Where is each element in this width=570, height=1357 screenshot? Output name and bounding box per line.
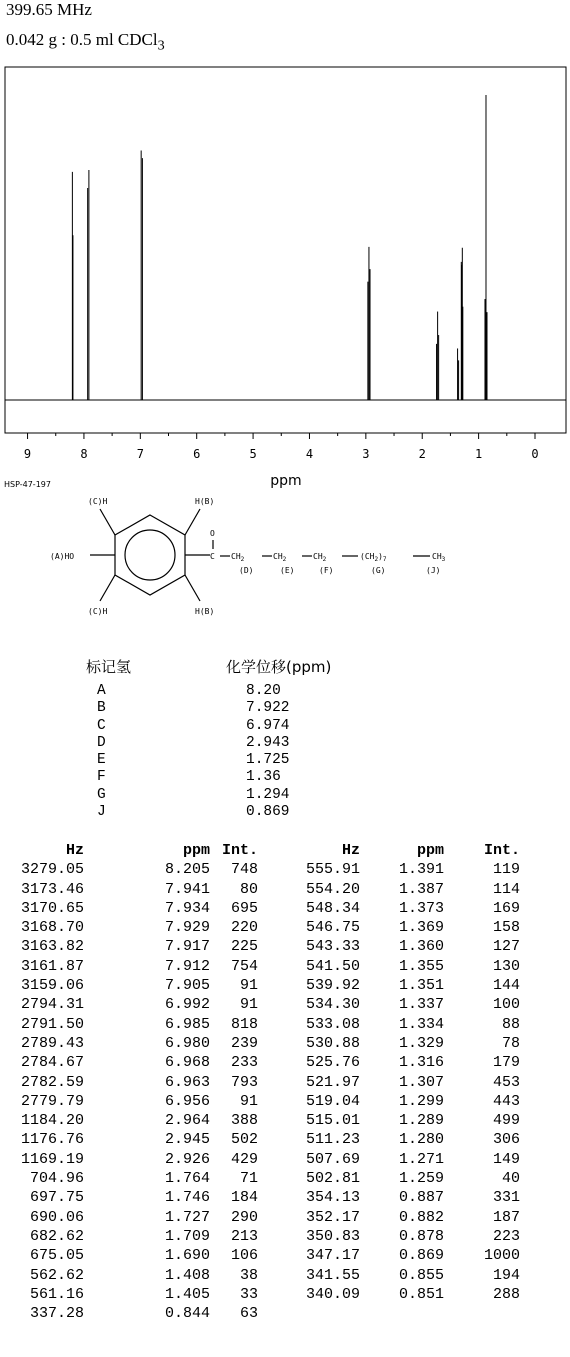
- peak-table-cell: 533.08: [305, 1015, 360, 1033]
- peak-table-cell: 306: [492, 1131, 520, 1149]
- peak-table-cell: 502.81: [305, 1170, 360, 1188]
- peak-table-row: [0, 1189, 570, 1208]
- tick-label-1: 1: [474, 447, 483, 461]
- peak-table-cell: 7.905: [164, 977, 210, 995]
- peak-table: [0, 842, 570, 1324]
- label-ch-c-top: (C)H: [88, 497, 108, 506]
- peak-table-cell: 114: [492, 880, 520, 898]
- peak-table-cell: 352.17: [305, 1208, 360, 1226]
- peak-table-cell: 525.76: [305, 1054, 360, 1072]
- peak-table-cell: 6.963: [164, 1073, 210, 1091]
- shift-row-value: 1.294: [246, 786, 290, 803]
- sample-subscript: 3: [157, 37, 165, 54]
- tick-label-7: 7: [136, 447, 144, 461]
- peak-table-cell: 149: [492, 1150, 520, 1168]
- spectrum-code: HSP-47-197: [4, 480, 51, 489]
- peak-table-row: [0, 1093, 570, 1112]
- peak-table-cell: 91: [239, 996, 258, 1014]
- peak-table-cell: 2784.67: [20, 1054, 84, 1072]
- peak-table-cell: 1184.20: [20, 1112, 84, 1130]
- peak-table-cell: 0.855: [398, 1266, 444, 1284]
- peak-table-row: [0, 1305, 570, 1324]
- peak-table-cell: 561.16: [29, 1285, 84, 1303]
- label-hb-bottom: H(B): [195, 607, 215, 616]
- peak-table-cell: 534.30: [305, 996, 360, 1014]
- peak-table-cell: 539.92: [305, 977, 360, 995]
- peak-table-cell: 71: [239, 1170, 258, 1188]
- peak-table-cell: 818: [230, 1015, 258, 1033]
- shift-row-label: A: [97, 683, 106, 699]
- peak-table-cell: 675.05: [29, 1247, 84, 1265]
- label-ch2-7-g: $(CH_2)_7$: [360, 552, 387, 563]
- shift-row-value: 6.974: [246, 717, 290, 734]
- peak-table-cell: 1169.19: [20, 1150, 84, 1168]
- label-aho: (A)HO: [50, 552, 75, 561]
- peak-table-cell: 7.929: [164, 919, 210, 937]
- peak-table-cell: 0.887: [398, 1189, 444, 1207]
- peak-table-cell: 682.62: [29, 1227, 84, 1245]
- shift-header-label: 标记氢: [86, 658, 132, 676]
- peak-table-cell: 0.844: [164, 1305, 210, 1323]
- peak-table-cell: 1.316: [398, 1054, 444, 1072]
- peak-table-cell: 91: [239, 1092, 258, 1110]
- peak-table-cell: 499: [492, 1112, 520, 1130]
- peak-table-cell: 704.96: [29, 1170, 84, 1188]
- peak-table-cell: 0.869: [398, 1247, 444, 1265]
- peak-table-cell: 2782.59: [20, 1073, 84, 1091]
- peak-table-cell: 100: [492, 996, 520, 1014]
- peak-table-cell: 530.88: [305, 1034, 360, 1052]
- peak-table-cell: 507.69: [305, 1150, 360, 1168]
- peak-table-header-cell: Int.: [483, 842, 520, 859]
- peak-table-cell: 453: [492, 1073, 520, 1091]
- peak-table-cell: 1.746: [164, 1189, 210, 1207]
- peak-table-cell: 697.75: [29, 1189, 84, 1207]
- peak-table-header-cell: Hz: [65, 842, 84, 859]
- label-hb-top: H(B): [195, 497, 215, 506]
- peak-table-cell: 1.360: [398, 938, 444, 956]
- peak-table-cell: 80: [239, 880, 258, 898]
- peak-table-cell: 354.13: [305, 1189, 360, 1207]
- peak-table-cell: 179: [492, 1054, 520, 1072]
- label-ch2-e: $CH_2$: [273, 552, 287, 563]
- spectrometer-frequency: 399.65 MHz: [6, 0, 92, 19]
- tick-label-6: 6: [193, 447, 201, 461]
- peak-table-row: [0, 1286, 570, 1305]
- peak-table-row: [0, 861, 570, 880]
- peak-table-row: [0, 977, 570, 996]
- peak-table-cell: 184: [230, 1189, 258, 1207]
- peak-table-cell: 40: [501, 1170, 520, 1188]
- shift-row-label: E: [97, 752, 106, 769]
- label-ch2-f: $CH_2$: [313, 552, 327, 563]
- peak-table-row: [0, 1112, 570, 1131]
- peak-table-cell: 288: [492, 1285, 520, 1303]
- peak-table-cell: 754: [230, 957, 258, 975]
- label-g: (G): [371, 566, 386, 575]
- peak-table-cell: 187: [492, 1208, 520, 1226]
- tick-label-4: 4: [305, 447, 314, 461]
- peak-table-cell: 2789.43: [20, 1034, 84, 1052]
- peak-table-cell: 3173.46: [20, 880, 84, 898]
- peak-table-cell: 3279.05: [20, 861, 84, 879]
- bond-ch-c-lower-left: [100, 575, 115, 601]
- tick-label-0: 0: [531, 447, 539, 461]
- shift-row-value: 0.869: [246, 804, 290, 821]
- peak-table-row: [0, 958, 570, 977]
- peak-table-cell: 1.289: [398, 1112, 444, 1130]
- peak-table-cell: 1.373: [398, 899, 444, 917]
- peak-table-cell: 6.992: [164, 996, 210, 1014]
- peak-table-cell: 2.926: [164, 1150, 210, 1168]
- label-ch-c-bottom: (C)H: [88, 607, 108, 616]
- peak-table-cell: 1.369: [398, 919, 444, 937]
- peak-table-row: [0, 1131, 570, 1150]
- peak-table-row: [0, 938, 570, 957]
- peak-table-cell: 3161.87: [20, 957, 84, 975]
- peak-table-cell: 1.709: [164, 1227, 210, 1245]
- peak-table-cell: 340.09: [305, 1285, 360, 1303]
- peak-table-cell: 2794.31: [20, 996, 84, 1014]
- peak-table-row: [0, 919, 570, 938]
- peak-table-cell: 2779.79: [20, 1092, 84, 1110]
- peak-table-row: [0, 1151, 570, 1170]
- peak-table-cell: 690.06: [29, 1208, 84, 1226]
- peak-table-cell: 0.878: [398, 1227, 444, 1245]
- label-ch3-j: $CH_3$: [432, 552, 446, 563]
- peak-table-cell: 63: [239, 1305, 258, 1323]
- tick-label-9: 9: [23, 447, 32, 461]
- peak-table-row: [0, 1035, 570, 1054]
- peak-table-cell: 3168.70: [20, 919, 84, 937]
- tick-label-3: 3: [362, 447, 370, 461]
- peak-table-cell: 554.20: [305, 880, 360, 898]
- peak-table-cell: 88: [501, 1015, 520, 1033]
- peak-table-cell: 3159.06: [20, 977, 84, 995]
- peak-table-cell: 695: [230, 899, 258, 917]
- sample-text: 0.042 g : 0.5 ml CDCl: [6, 30, 158, 49]
- peak-table-cell: 1.280: [398, 1131, 444, 1149]
- peak-table-cell: 194: [492, 1266, 520, 1284]
- peak-table-cell: 213: [230, 1227, 258, 1245]
- bond-ch-c-upper-left: [100, 509, 115, 535]
- peak-table-cell: 1.334: [398, 1015, 444, 1033]
- peak-table-cell: 0.851: [398, 1285, 444, 1303]
- peak-table-cell: 0.882: [398, 1208, 444, 1226]
- peak-table-cell: 1176.76: [20, 1131, 84, 1149]
- peak-table-cell: 290: [230, 1208, 258, 1226]
- chemical-structure: [40, 492, 480, 642]
- peak-table-header-cell: ppm: [182, 842, 210, 859]
- peak-table-cell: 350.83: [305, 1227, 360, 1245]
- peak-table-row: [0, 881, 570, 900]
- peak-table-header: [0, 842, 570, 861]
- shift-row-value: 8.20: [246, 683, 281, 699]
- shift-row-label: C: [97, 717, 106, 734]
- peak-table-header-cell: ppm: [416, 842, 444, 859]
- tick-label-2: 2: [418, 447, 426, 461]
- peak-table-cell: 1.690: [164, 1247, 210, 1265]
- label-j: (J): [426, 566, 441, 575]
- peak-table-cell: 7.917: [164, 938, 210, 956]
- peak-layer: [72, 95, 487, 400]
- shift-row-value: 1.36: [246, 769, 281, 786]
- peak-table-cell: 2791.50: [20, 1015, 84, 1033]
- peak-table-cell: 515.01: [305, 1112, 360, 1130]
- nmr-spectrum-chart: [0, 60, 570, 490]
- peak-table-cell: 331: [492, 1189, 520, 1207]
- peak-table-cell: 337.28: [29, 1305, 84, 1323]
- label-ch2-d: $CH_2$: [231, 552, 245, 563]
- peak-table-cell: 793: [230, 1073, 258, 1091]
- peak-table-cell: 2.964: [164, 1112, 210, 1130]
- peak-table-cell: 144: [492, 977, 520, 995]
- peak-table-cell: 341.55: [305, 1266, 360, 1284]
- peak-table-cell: 1.337: [398, 996, 444, 1014]
- peak-table-cell: 502: [230, 1131, 258, 1149]
- peak-table-cell: 233: [230, 1054, 258, 1072]
- peak-table-cell: 1.299: [398, 1092, 444, 1110]
- peak-table-row: [0, 1267, 570, 1286]
- peak-table-cell: 519.04: [305, 1092, 360, 1110]
- peak-table-cell: 33: [239, 1285, 258, 1303]
- peak-table-cell: 106: [230, 1247, 258, 1265]
- peak-table-header-cell: Int.: [221, 842, 258, 859]
- peak-table-cell: 3170.65: [20, 899, 84, 917]
- x-axis-label: ppm: [270, 473, 302, 489]
- peak-table-cell: 429: [230, 1150, 258, 1168]
- peak-table-cell: 7.912: [164, 957, 210, 975]
- peak-table-cell: 8.205: [164, 861, 210, 879]
- peak-table-row: [0, 1209, 570, 1228]
- peak-table-cell: 7.941: [164, 880, 210, 898]
- tick-label-8: 8: [80, 447, 88, 461]
- peak-table-cell: 225: [230, 938, 258, 956]
- peak-table-cell: 1.387: [398, 880, 444, 898]
- peak-table-cell: 6.980: [164, 1034, 210, 1052]
- tick-label-5: 5: [249, 447, 257, 461]
- peak-table-row: [0, 1170, 570, 1189]
- peak-table-cell: 555.91: [305, 861, 360, 879]
- peak-table-cell: 1.408: [164, 1266, 210, 1284]
- peak-table-cell: 130: [492, 957, 520, 975]
- aromatic-circle: [125, 530, 175, 580]
- shift-row-label: B: [97, 700, 106, 717]
- peak-table-cell: 91: [239, 977, 258, 995]
- peak-table-cell: 748: [230, 861, 258, 879]
- label-oxygen: O: [210, 529, 215, 538]
- peak-table-row: [0, 900, 570, 919]
- peak-table-cell: 223: [492, 1227, 520, 1245]
- peak-table-cell: 158: [492, 919, 520, 937]
- peak-table-cell: 1.329: [398, 1034, 444, 1052]
- peak-table-cell: 543.33: [305, 938, 360, 956]
- peak-table-cell: 347.17: [305, 1247, 360, 1265]
- shift-row-value: 1.725: [246, 752, 290, 769]
- shift-row-value: 2.943: [246, 734, 290, 751]
- peak-table-cell: 1.764: [164, 1170, 210, 1188]
- peak-table-cell: 78: [501, 1034, 520, 1052]
- peak-table-cell: 2.945: [164, 1131, 210, 1149]
- peak-table-cell: 119: [492, 861, 520, 879]
- shift-row-label: F: [97, 769, 106, 786]
- peak-table-cell: 541.50: [305, 957, 360, 975]
- peak-table-cell: 1000: [483, 1247, 520, 1265]
- peak-table-cell: 562.62: [29, 1266, 84, 1284]
- peak-table-cell: 1.307: [398, 1073, 444, 1091]
- peak-table-cell: 127: [492, 938, 520, 956]
- shift-row-label: G: [97, 786, 106, 803]
- peak-table-cell: 511.23: [305, 1131, 360, 1149]
- label-f: (F): [319, 566, 334, 575]
- peak-table-cell: 388: [230, 1112, 258, 1130]
- peak-table-row: [0, 1247, 570, 1266]
- peak-table-cell: 6.956: [164, 1092, 210, 1110]
- shift-row-label: D: [97, 734, 106, 751]
- peak-table-cell: 38: [239, 1266, 258, 1284]
- peak-table-cell: 1.391: [398, 861, 444, 879]
- peak-table-row: [0, 1228, 570, 1247]
- peak-table-cell: 546.75: [305, 919, 360, 937]
- bond-ch-b-upper-right: [185, 509, 200, 535]
- label-d: (D): [239, 566, 254, 575]
- peak-table-cell: 6.968: [164, 1054, 210, 1072]
- shift-row-label: J: [97, 804, 106, 821]
- peak-table-cell: 239: [230, 1034, 258, 1052]
- peak-table-cell: 220: [230, 919, 258, 937]
- peak-table-cell: 443: [492, 1092, 520, 1110]
- peak-table-cell: 548.34: [305, 899, 360, 917]
- label-e: (E): [280, 566, 295, 575]
- peak-table-cell: 169: [492, 899, 520, 917]
- peak-table-header-cell: Hz: [341, 842, 360, 859]
- peak-table-cell: 1.259: [398, 1170, 444, 1188]
- peak-table-cell: 1.355: [398, 957, 444, 975]
- peak-table-row: [0, 1054, 570, 1073]
- peak-table-cell: 7.934: [164, 899, 210, 917]
- tick-layer: [24, 433, 539, 461]
- peak-table-row: [0, 1016, 570, 1035]
- peak-table-cell: 1.727: [164, 1208, 210, 1226]
- sample-concentration: [6, 30, 165, 54]
- peak-table-cell: 1.271: [398, 1150, 444, 1168]
- peak-table-row: [0, 996, 570, 1015]
- shift-header-ppm: 化学位移(ppm): [226, 658, 332, 676]
- shift-row-value: 7.922: [246, 700, 290, 717]
- peak-table-row: [0, 1074, 570, 1093]
- peak-table-cell: 1.405: [164, 1285, 210, 1303]
- peak-table-cell: 3163.82: [20, 938, 84, 956]
- bond-ch-b-lower-right: [185, 575, 200, 601]
- peak-table-cell: 521.97: [305, 1073, 360, 1091]
- peak-table-cell: 6.985: [164, 1015, 210, 1033]
- peak-table-cell: 1.351: [398, 977, 444, 995]
- label-carbonyl-c: C: [210, 552, 215, 561]
